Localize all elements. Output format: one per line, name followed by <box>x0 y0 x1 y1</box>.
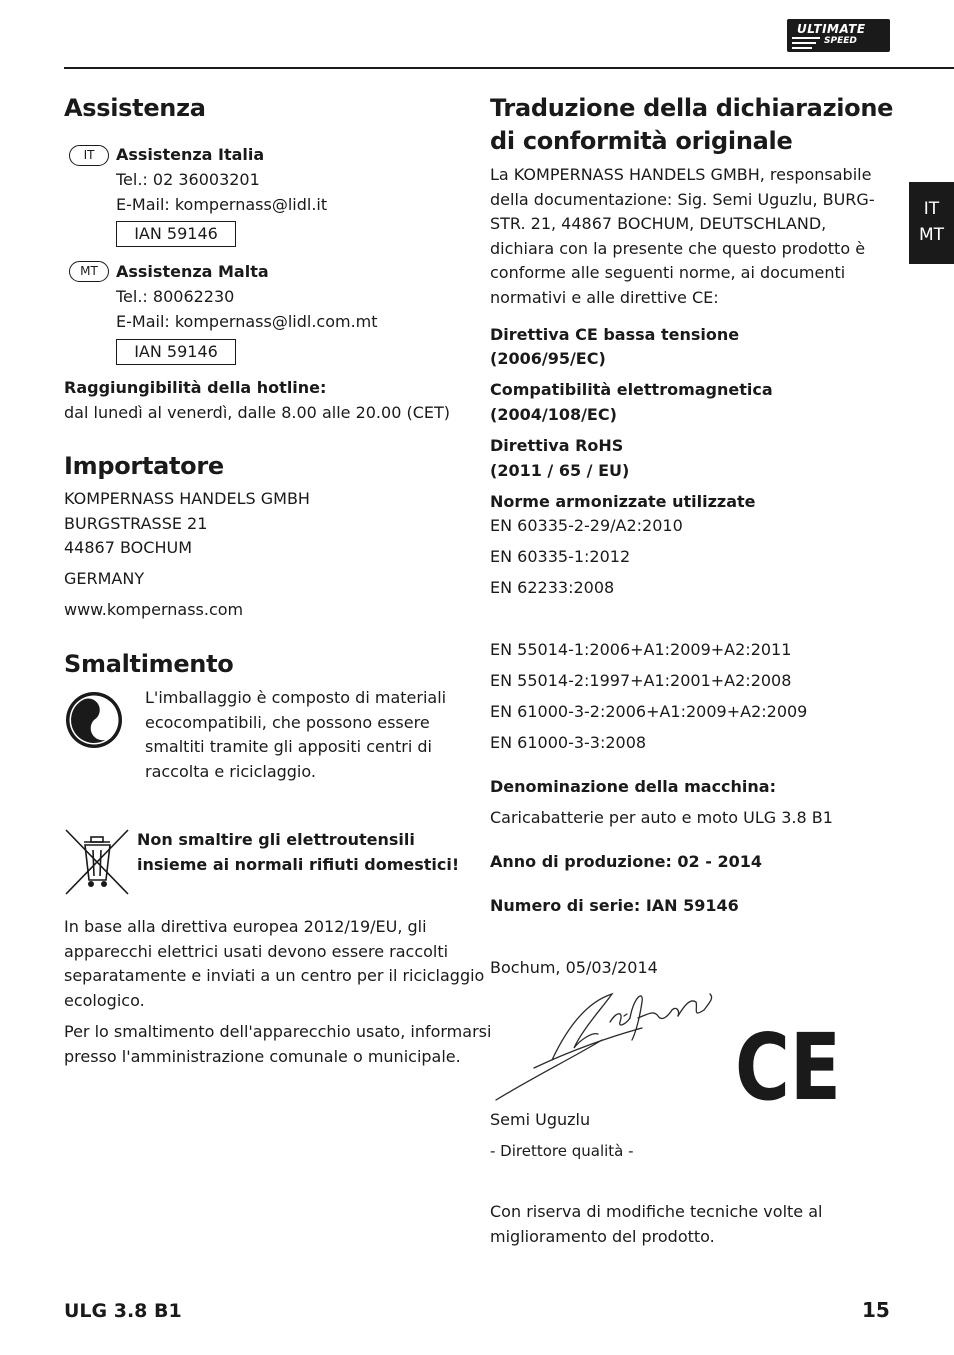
standard-item: EN 61000-3-3:2008 <box>490 733 647 752</box>
hotline-title: Raggiungibilità della hotline: <box>64 378 327 397</box>
importer-country: GERMANY <box>64 569 145 588</box>
assistenza-malta-title: Assistenza Malta <box>116 262 269 281</box>
signer-name: Semi Uguzlu <box>490 1110 591 1129</box>
weee-directive-paragraph <box>64 915 484 1013</box>
importer-website: www.kompernass.com <box>64 600 244 619</box>
it-badge: IT <box>69 145 109 166</box>
assistenza-italia-title: Assistenza Italia <box>116 145 265 164</box>
assistenza-italia-email: E-Mail: kompernass@lidl.it <box>116 195 328 214</box>
intro-line: STR. 21, 44867 BOCHUM, DEUTSCHLAND, <box>490 214 827 233</box>
paragraph-line: presso l'amministrazione comunale o municipale. <box>64 1046 461 1066</box>
declaration-intro <box>490 163 875 310</box>
assistenza-italia-tel: Tel.: 02 36003201 <box>116 170 260 189</box>
technical-changes-note <box>490 1200 822 1249</box>
language-tab-mt: MT <box>918 225 945 245</box>
logo-text-ultimate: ULTIMATE <box>797 22 866 36</box>
declaration-heading-line1: Traduzione della dichiarazione <box>490 94 894 122</box>
directive-low-voltage-code: (2006/95/EC) <box>490 349 606 368</box>
logo-stripe <box>792 37 820 39</box>
paragraph-line: Per lo smaltimento dell'apparecchio usato, informarsi <box>64 1022 492 1041</box>
importatore-heading: Importatore <box>64 452 224 480</box>
note-line: miglioramento del prodotto. <box>490 1226 715 1246</box>
language-tab-it: IT <box>923 199 940 219</box>
paragraph-line: separatamente e inviati a un centro per il riciclaggio <box>64 966 485 985</box>
intro-line: La KOMPERNASS HANDELS GMBH, responsabile <box>490 165 872 184</box>
assistenza-malta-email: E-Mail: kompernass@lidl.com.mt <box>116 312 378 331</box>
green-dot-recycling-icon <box>64 690 124 750</box>
footer-model: ULG 3.8 B1 <box>64 1300 182 1322</box>
paragraph-line: apparecchi elettrici usati devono essere raccolti <box>64 941 449 961</box>
packaging-text <box>145 686 446 784</box>
production-year: Anno di produzione: 02 - 2014 <box>490 852 762 871</box>
smaltimento-heading: Smaltimento <box>64 650 234 678</box>
handwritten-signature <box>492 988 722 1103</box>
standard-item: EN 62233:2008 <box>490 578 615 597</box>
standard-item: EN 60335-2-29/A2:2010 <box>490 516 683 535</box>
standard-item: EN 55014-1:2006+A1:2009+A2:2011 <box>490 640 792 659</box>
ultimate-speed-logo <box>787 19 890 52</box>
crossed-out-bin-icon <box>64 828 130 896</box>
assistenza-heading: Assistenza <box>64 94 206 122</box>
importer-street: BURGSTRASSE 21 <box>64 514 208 533</box>
weee-warning-line: insieme ai normali rifiuti domestici! <box>137 854 460 874</box>
intro-line: normativi e alle direttive CE: <box>490 287 719 307</box>
page-number: 15 <box>862 1298 890 1322</box>
directive-emc: Compatibilità elettromagnetica <box>490 380 773 399</box>
mt-badge: MT <box>69 261 109 282</box>
standard-item: EN 55014-2:1997+A1:2001+A2:2008 <box>490 671 792 690</box>
intro-line: dichiara con la presente che questo prodotto è <box>490 238 866 258</box>
paragraph-line: ecologico. <box>64 990 145 1010</box>
declaration-heading-line2: di conformità originale <box>490 127 793 155</box>
packaging-text-line: ecocompatibili, che possono essere <box>145 712 430 732</box>
weee-warning <box>137 828 459 877</box>
importer-city: 44867 BOCHUM <box>64 538 192 557</box>
language-tab <box>909 182 954 264</box>
signer-role: - Direttore qualità - <box>490 1142 634 1160</box>
ce-mark-icon <box>735 1014 841 1121</box>
place-date: Bochum, 05/03/2014 <box>490 958 658 977</box>
standard-item: EN 60335-1:2012 <box>490 547 631 566</box>
note-line: Con riserva di modifiche tecniche volte al <box>490 1202 823 1221</box>
serial-number: Numero di serie: IAN 59146 <box>490 896 739 915</box>
disposal-info-paragraph <box>64 1020 491 1069</box>
machine-name-value: Caricabatterie per auto e moto ULG 3.8 B1 <box>490 808 833 827</box>
directive-emc-code: (2004/108/EC) <box>490 405 617 424</box>
logo-stripe <box>792 42 816 44</box>
machine-name-title: Denominazione della macchina: <box>490 777 776 796</box>
packaging-text-line: L'imballaggio è composto di materiali <box>145 688 447 707</box>
standard-item: EN 61000-3-2:2006+A1:2009+A2:2009 <box>490 702 808 721</box>
ian-box-malta: IAN 59146 <box>116 339 236 365</box>
directive-low-voltage: Direttiva CE bassa tensione <box>490 325 740 344</box>
weee-warning-line: Non smaltire gli elettroutensili <box>137 830 415 849</box>
ce-mark-text: CE <box>735 1014 841 1121</box>
hotline-hours: dal lunedì al venerdì, dalle 8.00 alle 20.00 (CET) <box>64 403 450 422</box>
assistenza-malta-tel: Tel.: 80062230 <box>116 287 235 306</box>
intro-line: conforme alle seguenti norme, ai documenti <box>490 263 846 282</box>
harmonized-standards-title: Norme armonizzate utilizzate <box>490 492 756 511</box>
intro-line: della documentazione: Sig. Semi Uguzlu, BURG- <box>490 189 875 209</box>
directive-rohs: Direttiva RoHS <box>490 436 624 455</box>
packaging-text-line: raccolta e riciclaggio. <box>145 761 316 781</box>
paragraph-line: In base alla direttiva europea 2012/19/EU, gli <box>64 917 427 936</box>
logo-text-speed: SPEED <box>824 36 857 46</box>
logo-stripe <box>792 47 812 49</box>
directive-rohs-code: (2011 / 65 / EU) <box>490 461 630 480</box>
packaging-text-line: smaltiti tramite gli appositi centri di <box>145 737 432 756</box>
importer-company: KOMPERNASS HANDELS GMBH <box>64 489 310 508</box>
header-rule <box>64 67 954 69</box>
ian-box-italia: IAN 59146 <box>116 221 236 247</box>
